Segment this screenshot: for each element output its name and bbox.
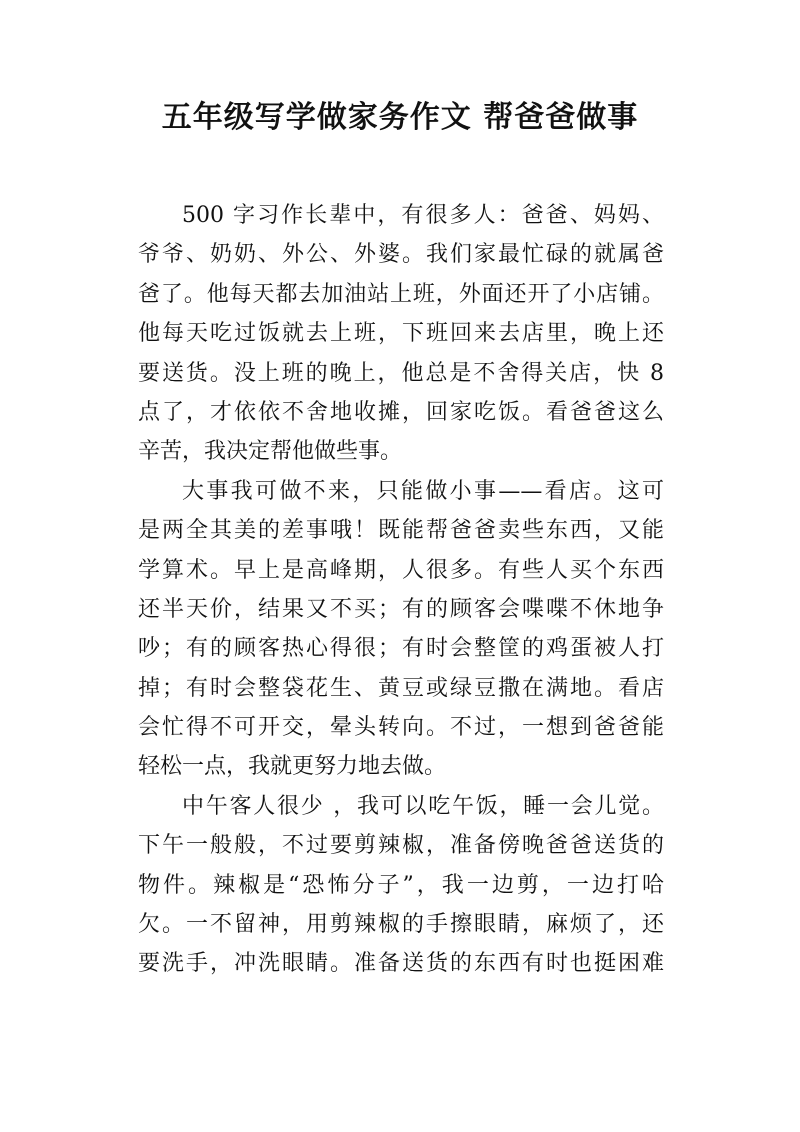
paragraph-1-line-7: 辛苦，我决定帮他做些事。 — [138, 439, 403, 465]
paragraph-3-line-3: 物件。辣椒是“恐怖分子”，我一边剪，一边打哈 — [138, 872, 664, 898]
paragraph-2-line-3: 学算术。早上是高峰期，人很多。有些人买个东西 — [138, 557, 664, 583]
document-title: 五年级写学做家务作文 帮爸爸做事 — [161, 100, 639, 135]
paragraph-1-line-3: 爸了。他每天都去加油站上班，外面还开了小店铺。 — [138, 281, 664, 307]
paragraph-3-line-2: 下午一般般，不过要剪辣椒，准备傍晚爸爸送货的 — [138, 833, 664, 859]
paragraph-3-line-1: 中午客人很少 ，我可以吃午饭，睡一会儿觉。 — [182, 793, 664, 819]
paragraph-1-line-1: 500 字习作长辈中，有很多人：爸爸、妈妈、 — [182, 203, 664, 228]
paragraph-1-line-4: 他每天吃过饭就去上班，下班回来去店里，晚上还 — [138, 321, 664, 347]
paragraph-2-line-5: 吵；有的顾客热心得很；有时会整筐的鸡蛋被人打 — [138, 636, 664, 662]
document-body — [138, 196, 664, 984]
paragraph-2-line-1: 大事我可做不来，只能做小事——看店。这可 — [182, 478, 664, 504]
paragraph-1-line-2: 爷爷、奶奶、外公、外婆。我们家最忙碌的就属爸 — [138, 242, 664, 268]
paragraph-3-line-4: 欠。一不留神，用剪辣椒的手擦眼睛，麻烦了，还 — [138, 912, 664, 938]
paragraph-1-line-6: 点了，才依依不舍地收摊，回家吃饭。看爸爸这么 — [138, 399, 664, 425]
paragraph-2-line-2: 是两全其美的差事哦！既能帮爸爸卖些东西，又能 — [138, 518, 664, 544]
paragraph-3-line-5: 要洗手，冲洗眼睛。准备送货的东西有时也挺困难 — [138, 951, 664, 977]
paragraph-2-line-8: 轻松一点，我就更努力地去做。 — [138, 754, 447, 780]
paragraph-2-line-7: 会忙得不可开交，晕头转向。不过，一想到爸爸能 — [138, 715, 664, 741]
paragraph-2-line-6: 掉；有时会整袋花生、黄豆或绿豆撒在满地。看店 — [138, 675, 664, 701]
paragraph-1-line-5: 要送货。没上班的晚上，他总是不舍得关店，快 8 — [138, 360, 664, 386]
paragraph-2-line-4: 还半天价，结果又不买；有的顾客会喋喋不休地争 — [138, 596, 664, 622]
